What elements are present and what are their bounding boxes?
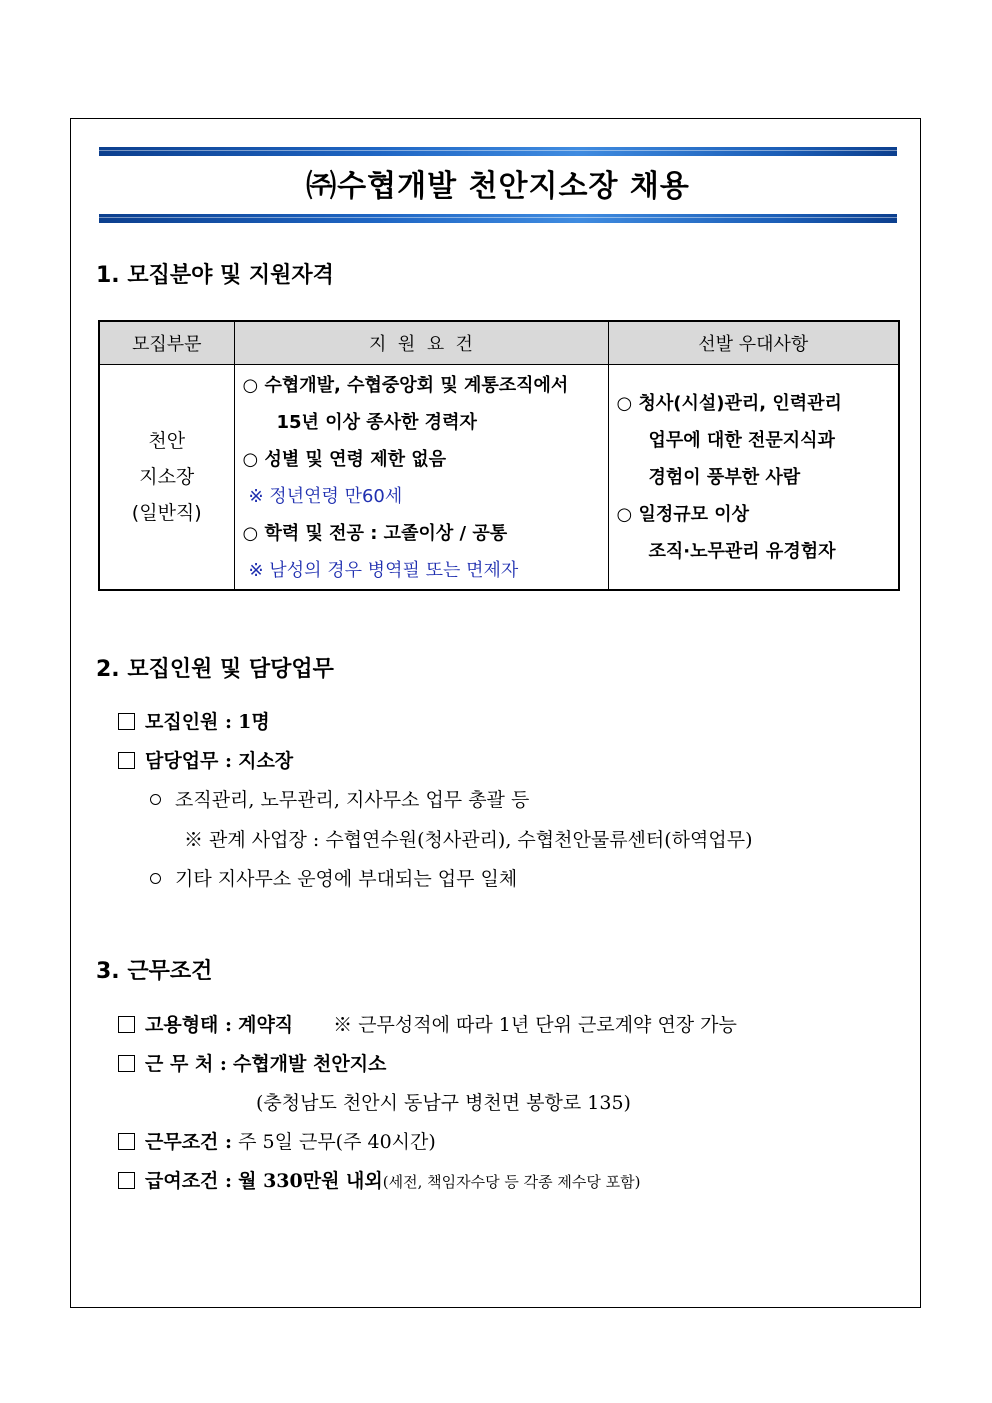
requirement-line: 15년 이상 종사한 경력자: [276, 412, 477, 433]
circle-bullet-icon: [150, 873, 161, 884]
requirement-line: ○ 수협개발, 수협중앙회 및 계통조직에서: [242, 375, 569, 396]
checkbox-square-icon: [118, 1016, 135, 1033]
hours-label: 근무조건 :: [145, 1131, 233, 1153]
division-line: 천안: [148, 430, 186, 452]
checkbox-square-icon: [118, 1055, 135, 1072]
hours-value: 주 5일 근무(주 40시간): [238, 1131, 436, 1153]
requirement-line: ○ 학력 및 전공 : 고졸이상 / 공통: [242, 523, 508, 544]
employment-item: [118, 1010, 737, 1040]
circle-bullet-icon: [150, 794, 161, 805]
requirements-cell: [234, 365, 608, 591]
workplace-label: 근 무 처 :: [145, 1053, 227, 1075]
preference-line: 조직·노무관리 유경험자: [648, 540, 836, 562]
duty-value: 지소장: [238, 750, 294, 772]
preference-line: ○ 청사(시설)관리, 인력관리: [616, 392, 842, 414]
title-top-rule: [99, 147, 897, 156]
header-requirements: 지 원 요 건: [234, 321, 608, 365]
page-title: ㈜수협개발 천안지소장 채용: [306, 169, 690, 204]
requirement-line: ○ 성별 및 연령 제한 없음: [242, 449, 447, 470]
headcount-item: [118, 707, 270, 737]
checkbox-square-icon: [118, 713, 135, 730]
checkbox-square-icon: [118, 1172, 135, 1189]
pay-value: 월 330만원 내외: [238, 1170, 383, 1192]
workplace-item: [118, 1049, 386, 1079]
preferences-cell: [608, 365, 899, 591]
duty-sub-item: [150, 864, 517, 894]
duty-sub-text: 조직관리, 노무관리, 지사무소 업무 총괄 등: [175, 789, 530, 811]
pay-label: 급여조건 :: [145, 1170, 233, 1192]
requirement-note: ※ 정년연령 만60세: [248, 486, 403, 507]
duty-item: [118, 746, 293, 776]
duty-sub-text: 기타 지사무소 운영에 부대되는 업무 일체: [175, 868, 518, 890]
preference-line: 업무에 대한 전문지식과: [648, 429, 835, 451]
preference-line: ○ 일정규모 이상: [616, 503, 750, 525]
duty-label: 담당업무 :: [145, 750, 233, 772]
pay-note: (세전, 책임자수당 등 각종 제수당 포함): [382, 1173, 641, 1191]
division-line: 지소장: [139, 466, 195, 488]
checkbox-square-icon: [118, 752, 135, 769]
workplace-value: 수협개발 천안지소: [232, 1053, 387, 1075]
duty-sub-note: ※ 관계 사업장 : 수협연수원(청사관리), 수협천안물류센터(하역업무): [184, 829, 753, 851]
pay-item: [118, 1166, 640, 1197]
table-header-row: [99, 321, 899, 365]
headcount-label: 모집인원 :: [145, 711, 233, 733]
title-bottom-rule: [99, 214, 897, 223]
table-row: [99, 365, 899, 591]
checkbox-square-icon: [118, 1133, 135, 1150]
section3-heading: 3. 근무조건: [96, 959, 213, 984]
hours-item: [118, 1127, 436, 1157]
employment-note: ※ 근무성적에 따라 1년 단위 근로계약 연장 가능: [333, 1014, 737, 1036]
headcount-value: 1명: [238, 711, 270, 733]
requirements-table: [98, 320, 900, 591]
division-cell: [99, 365, 234, 591]
workplace-address: (충청남도 천안시 동남구 병천면 봉항로 135): [256, 1092, 631, 1114]
header-division: 모집부문: [99, 321, 234, 365]
section1-heading: 1. 모집분야 및 지원자격: [96, 263, 334, 288]
duty-sub-item: [150, 785, 529, 815]
employment-value: 계약직: [238, 1014, 294, 1036]
requirement-note: ※ 남성의 경우 병역필 또는 면제자: [248, 560, 519, 581]
section2-heading: 2. 모집인원 및 담당업무: [96, 657, 334, 682]
header-preferences: 선발 우대사항: [608, 321, 899, 365]
preference-line: 경험이 풍부한 사람: [648, 466, 801, 488]
employment-label: 고용형태 :: [145, 1014, 233, 1036]
division-line: (일반직): [131, 502, 202, 524]
